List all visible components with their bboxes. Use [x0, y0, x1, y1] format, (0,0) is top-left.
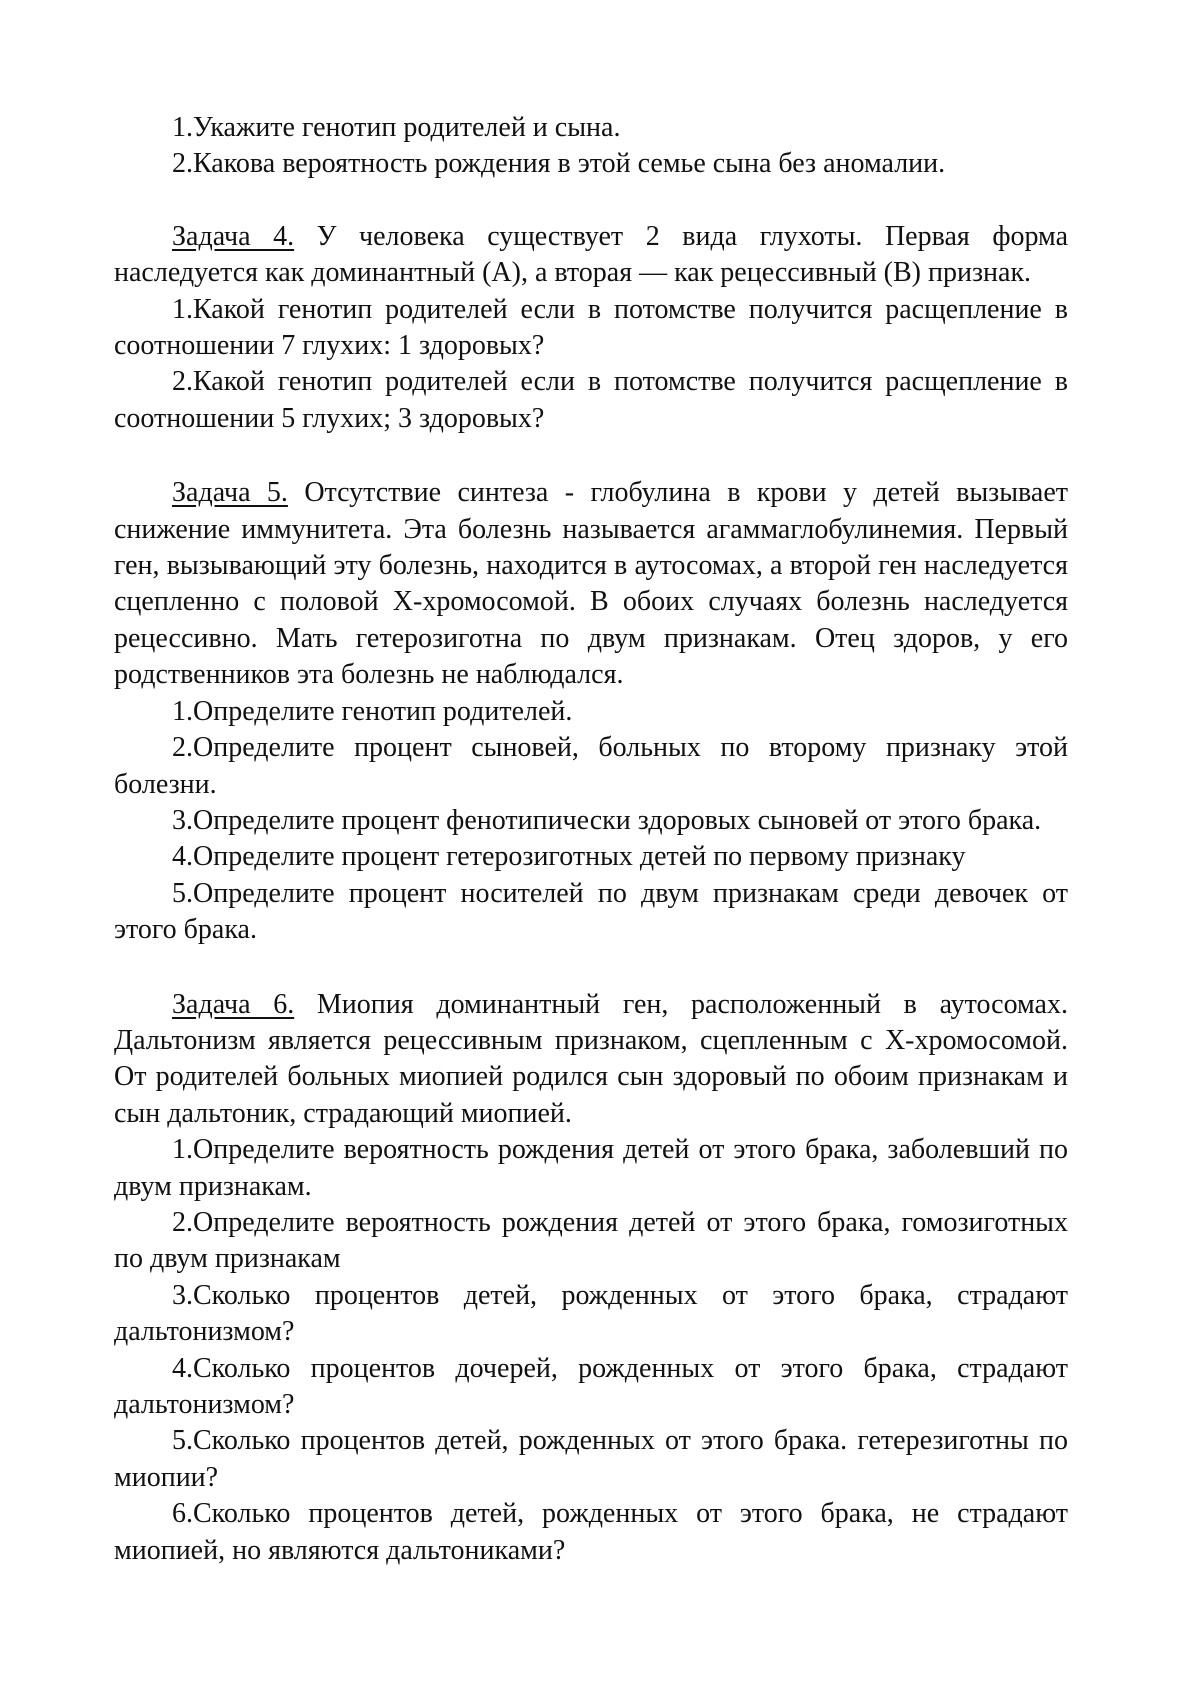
intro-item: 1.Укажите генотип родителей и сына.: [172, 112, 621, 143]
task-4-statement: [114, 219, 1068, 292]
task-4-text: У человека существует 2 вида глухоты. Первая форма наследуется как доминантный (А), а вторая — как рецессивный (В) признак.: [114, 220, 1068, 289]
section-gap: [114, 949, 1068, 987]
task-6-label: Задача 6.: [172, 988, 295, 1020]
task-4-label: Задача 4.: [172, 220, 295, 252]
task-5-label: Задача 5.: [172, 477, 288, 509]
task-5-question: 1.Определите генотип родителей.: [172, 695, 573, 727]
intro-item: 2.Какова вероятность рождения в этой семье сына без аномалии.: [172, 148, 946, 180]
task-4-question: 2.Какой генотип родителей если в потомстве получится расщепление в соотношении 5 глухих; 3 здоровых?: [114, 366, 1068, 434]
task-5-question: 5.Определите процент носителей по двум признакам среди девочек от этого брака.: [114, 877, 1068, 946]
task-6-statement: [114, 987, 1068, 1133]
document-page: [114, 110, 1068, 1569]
task-6-question: 2.Определите вероятность рождения детей от этого брака, гомозиготных по двум признакам: [114, 1206, 1068, 1275]
section-gap: [114, 437, 1068, 475]
task-4-question: 1.Какой генотип родителей если в потомстве получится расщепление в соотношении 7 глухих: 1 здоровых?: [114, 293, 1068, 362]
task-5-question: 2.Определите процент сыновей, больных по второму признаку этой болезни.: [114, 732, 1068, 800]
section-gap: [114, 183, 1068, 219]
task-6-question: 4.Сколько процентов дочерей, рожденных от этого брака, страдают дальтонизмом?: [114, 1352, 1068, 1420]
task-5-statement: [114, 475, 1068, 693]
task-6-question: 5.Сколько процентов детей, рожденных от этого брака. гетерезиготны по миопии?: [114, 1425, 1068, 1493]
task-5-text: Отсутствие синтеза - глобулина в крови у детей вызывает снижение иммунитета. Эта болезнь называется агаммаглобулинемия. Первый ген, вызывающий эту болезнь, находится в аутосомах, а второй ген наследуется сцепленно с половой X-хромосомой. В обоих случаях болезнь наследуется рецессивно. Мать гетерозиготна по двум признакам. Отец здоров, у его родственников эта болезнь не наблюдался.: [114, 477, 1068, 691]
task-5-question: 3.Определите процент фенотипически здоровых сыновей от этого брака.: [172, 804, 1042, 836]
task-5-question: 4.Определите процент гетерозиготных детей по первому признаку: [172, 841, 966, 873]
task-6-text: Миопия доминантный ген, расположенный в аутосомах. Дальтонизм является рецессивным признаком, сцепленным с X-хромосомой. От родителей больных миопией родился сын здоровый по обоим признакам и сын дальтоник, страдающий миопией.: [114, 988, 1068, 1129]
task-6-question: 6.Сколько процентов детей, рожденных от этого брака, не страдают миопией, но являются дальтониками?: [114, 1498, 1068, 1566]
task-6-question: 3.Сколько процентов детей, рожденных от этого брака, страдают дальтонизмом?: [114, 1279, 1068, 1348]
task-6-question: 1.Определите вероятность рождения детей от этого брака, заболевший по двум признакам.: [114, 1134, 1068, 1202]
